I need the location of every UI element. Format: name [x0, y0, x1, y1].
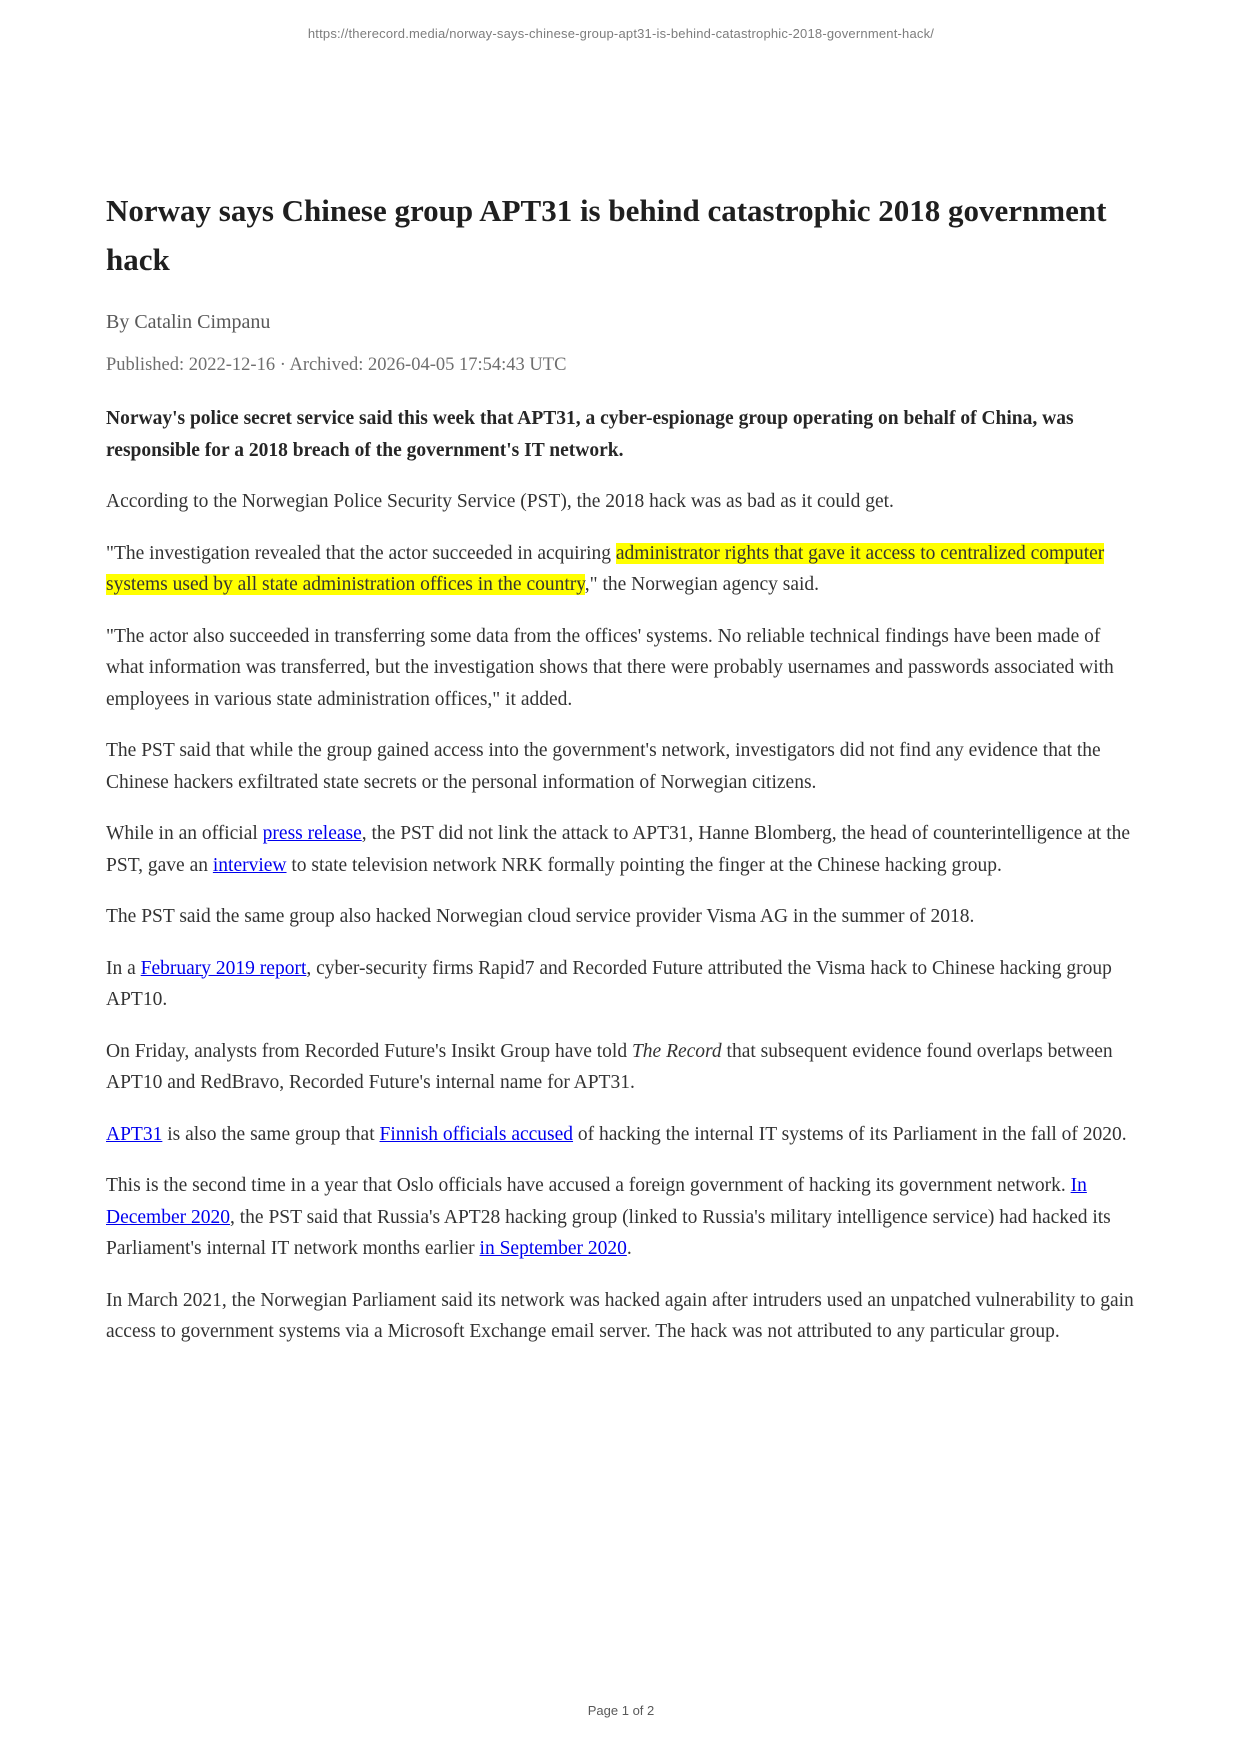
article-container	[106, 0, 1142, 1368]
article-lede: Norway's police secret service said this week that APT31, a cyber-espionage group operating on behalf of China, was responsible for a 2018 breach of the government's IT network.	[106, 408, 1074, 461]
paragraph	[106, 953, 1142, 1016]
text-run: to state television network NRK formally pointing the finger at the Chinese hacking group.	[286, 854, 1002, 876]
text-run: , the PST did not link the attack to APT31, Hanne Blomberg, the head of counterintelligence at the PST, gave an	[106, 823, 1131, 876]
page-number: Page 1 of 2	[587, 1703, 655, 1718]
text-run: The Record	[631, 1040, 722, 1062]
text-run: On Friday, analysts from Recorded Future's Insikt Group have told	[106, 1040, 632, 1062]
paragraph	[106, 486, 1142, 518]
text-run: According to the Norwegian Police Security Service (PST), the 2018 hack was as bad as it could get.	[106, 491, 894, 512]
text-run: "The actor also succeeded in transferring some data from the offices' systems. No reliable technical findings have been made of what information was transferred, but the investigation shows that there were probably usernames and passwords associated with employees in various state administration offices," it added.	[106, 625, 1114, 710]
paragraph	[106, 1170, 1142, 1265]
text-run: , cyber-security firms Rapid7 and Recorded Future attributed the Visma hack to Chinese hacking group APT10.	[106, 957, 1112, 1010]
text-run: While in an official	[106, 823, 263, 844]
article-body	[106, 486, 1142, 1348]
text-run: is also the same group that	[162, 1123, 380, 1145]
inline-link[interactable]: interview	[212, 854, 287, 876]
print-footer	[0, 1703, 1242, 1718]
byline: By Catalin Cimpanu	[106, 311, 271, 333]
paragraph	[106, 901, 1142, 933]
paragraph	[106, 735, 1142, 798]
text-run: ," the Norwegian agency said.	[584, 574, 820, 595]
publish-meta: Published: 2022-12-16 · Archived: 2026-04-05 17:54:43 UTC	[106, 355, 567, 375]
inline-link[interactable]: press release	[262, 823, 362, 844]
text-run: In March 2021, the Norwegian Parliament said its network was hacked again after intruders used an unpatched vulnerability to gain access to government systems via a Microsoft Exchange email server. The hack was not attributed to any particular group.	[106, 1289, 1134, 1342]
paragraph	[106, 1119, 1142, 1151]
paragraph	[106, 621, 1142, 716]
text-run: of hacking the internal IT systems of its Parliament in the fall of 2020.	[573, 1123, 1127, 1145]
paragraph	[106, 818, 1142, 881]
text-run: that subsequent evidence found overlaps between APT10 and RedBravo, Recorded Future's internal name for APT31.	[106, 1040, 1113, 1093]
text-run: The PST said the same group also hacked Norwegian cloud service provider Visma AG in the summer of 2018.	[106, 906, 975, 927]
highlighted-text: administrator rights that gave it access to centralized computer systems used by all state administration offices in the country	[106, 542, 1105, 595]
text-run: "The investigation revealed that the actor succeeded in acquiring	[106, 542, 616, 564]
text-run: .	[626, 1238, 632, 1259]
inline-link[interactable]: In December 2020	[106, 1175, 1087, 1228]
text-run: The PST said that while the group gained access into the government's network, investigators did not find any evidence that the Chinese hackers exfiltrated state secrets or the personal information of Norwegian citizens.	[106, 740, 1101, 793]
text-run: In a	[106, 957, 141, 979]
paragraph	[106, 538, 1142, 601]
page-url: https://therecord.media/norway-says-chinese-group-apt31-is-behind-catastrophic-2018-government-hack/	[307, 26, 935, 41]
inline-link[interactable]: in September 2020	[479, 1238, 627, 1259]
inline-link[interactable]: APT31	[106, 1123, 163, 1145]
paragraph	[106, 1036, 1142, 1099]
paragraph	[106, 1285, 1142, 1348]
inline-link[interactable]: Finnish officials accused	[379, 1123, 574, 1145]
text-run: , the PST said that Russia's APT28 hacking group (linked to Russia's military intelligence service) had hacked its Parliament's internal IT network months earlier	[106, 1206, 1111, 1259]
inline-link[interactable]: February 2019 report	[140, 957, 307, 979]
article-title: Norway says Chinese group APT31 is behind catastrophic 2018 government hack	[106, 193, 1107, 277]
text-run: This is the second time in a year that Oslo officials have accused a foreign government of hacking its government network.	[106, 1175, 1071, 1196]
